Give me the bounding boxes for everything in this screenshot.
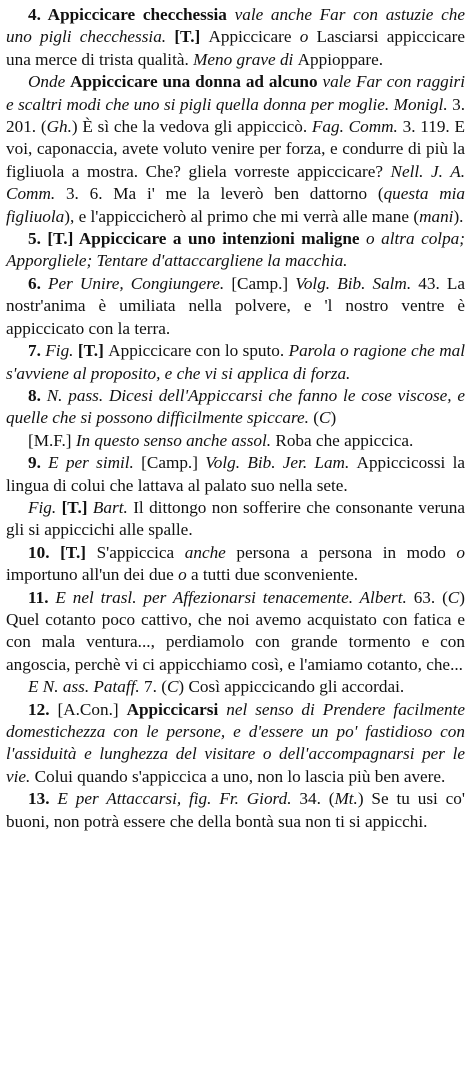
entry-text-run: Lasciarsi appiccicare una merce di trista qualità. — [6, 27, 465, 69]
entry-text-run: o altra colpa; Apporgliele; Tentare d'attaccargliene la macchia. — [6, 229, 465, 271]
entry-text-run: [Camp.] — [231, 273, 296, 293]
entry-text-run: 4. — [28, 5, 48, 24]
entry-list — [6, 4, 465, 833]
entry-text-run: E per simil. — [48, 453, 142, 473]
entry-text-run: Appiccicare con lo sputo. — [108, 341, 289, 361]
dictionary-entry — [6, 542, 465, 587]
entry-text-run: 34. ( — [299, 789, 335, 809]
entry-text-run: o — [456, 542, 465, 562]
entry-text-run: 12. — [28, 699, 58, 719]
entry-text-run: 7. — [28, 341, 46, 361]
dictionary-entry — [6, 71, 465, 228]
entry-text-run: Appiccicare una donna ad alcuno — [70, 72, 323, 92]
entry-text-run: 11. — [28, 587, 56, 607]
entry-text-run: questa mia figliuola — [6, 184, 465, 226]
dictionary-entry — [6, 587, 465, 677]
entry-text-run: 3. 119. E voi, caponaccia, avete voluto venire per forza, e condurre di più la figliuola a mostra. Che? gliela vorreste appiccicare? — [6, 117, 465, 181]
entry-text-run: ). — [453, 206, 464, 226]
entry-text-run: In questo senso anche assol. — [75, 430, 276, 450]
entry-text-run: ) È sì che la vedova gli appiccicò. — [71, 117, 312, 137]
entry-text-run: 43. La nostr'anima è umiliata nella polvere, e 'l nostro ventre è appiccicato con la terra. — [6, 273, 465, 338]
entry-text-run: Appiccicarsi — [126, 699, 227, 719]
entry-text-run: [A.Con.] — [57, 699, 127, 719]
entry-text-run: ) Così appiccicando gli accordai. — [178, 677, 405, 697]
entry-text-run: 5. [T.] Appiccicare a uno intenzioni maligne — [28, 229, 367, 249]
entry-text-run: C — [447, 587, 460, 607]
entry-text-run: persona a persona in modo — [236, 542, 457, 562]
dictionary-entry — [6, 273, 465, 340]
entry-text-run: mani — [419, 206, 454, 226]
dictionary-entry — [6, 430, 465, 452]
entry-text-run: E per Attaccarsi, fig. Fr. Giord. — [57, 789, 300, 809]
dictionary-entry — [6, 676, 465, 698]
entry-text-run: Volg. Bib. Salm. — [295, 273, 419, 293]
entry-text-run: ) Se tu usi co' buoni, non potrà essere che della bontà sua non ti si appicchi. — [6, 789, 465, 831]
entry-text-run: 3. 201. ( — [6, 94, 465, 137]
dictionary-entry — [6, 788, 465, 833]
entry-text-run: ), e l'appiccicherò al primo che mi verrà alle mane ( — [64, 206, 420, 226]
entry-text-run: Parola o ragione che mal s'avviene al proposito, e che vi si applica di forza. — [6, 341, 465, 383]
entry-text-run: 7. ( — [144, 677, 167, 697]
entry-text-run: S'appiccica — [96, 542, 185, 562]
entry-text-run: Bart. — [92, 497, 134, 517]
entry-text-run: Fig. — [28, 497, 62, 517]
dictionary-entry — [6, 452, 465, 497]
entry-text-run: Appiccicare — [208, 27, 300, 47]
entry-text-run: E nel trasl. per Affezionarsi tenacemente. Albert. — [55, 587, 414, 607]
dictionary-entry — [6, 699, 465, 789]
entry-text-run: Roba che appiccica. — [275, 430, 414, 450]
entry-text-run: 9. — [28, 453, 49, 473]
entry-text-run: Gh. — [46, 117, 72, 137]
entry-text-run: Il dittongo non sofferire che consonante veruna gli si appiccichi alle spalle. — [6, 497, 466, 540]
entry-text-run: Colui quando s'appiccica a uno, non lo lascia più ben avere. — [34, 766, 446, 786]
entry-text-run: [T.] — [174, 27, 209, 47]
entry-text-run: [T.] — [77, 341, 109, 361]
entry-text-run: o — [299, 27, 317, 47]
entry-text-run: Volg. Bib. Jer. Lam. — [205, 453, 357, 473]
entry-text-run: Fig. — [45, 341, 78, 361]
entry-text-run: ( — [313, 408, 319, 428]
entry-text-run: C — [166, 677, 179, 697]
entry-text-run: [T.] — [61, 497, 93, 517]
entry-text-run: 10. [T.] — [28, 542, 97, 562]
entry-text-run: a tutti due sconveniente. — [190, 565, 359, 585]
entry-text-run: [Camp.] — [141, 453, 206, 473]
entry-text-run: 3. 6. Ma i' me la leverò ben dattorno ( — [65, 184, 384, 204]
entry-text-run: ) — [330, 408, 337, 428]
entry-text-run: Fag. Comm. — [311, 117, 403, 137]
dictionary-entry — [6, 340, 465, 385]
entry-text-run: anche — [184, 542, 237, 562]
entry-text-run: importuno all'un dei due — [6, 565, 179, 585]
entry-text-run: [M.F.] — [28, 430, 76, 450]
entry-text-run: vale Far con raggiri e scaltri modi che uno si pigli quella donna per moglie. Monigl. — [6, 72, 465, 114]
entry-text-run: 6. — [28, 273, 48, 293]
entry-text-run: E N. ass. Pataff. — [28, 677, 145, 697]
entry-text-run: Appiccicare checchessia — [47, 5, 235, 24]
entry-text-run: Appioppare. — [297, 49, 384, 69]
entry-text-run: 63. ( — [413, 587, 448, 607]
entry-text-run: nel senso di Prendere facilmente domestichezza con le persone, e d'essere un po' fastidioso con l'assiduità e lunghezza del visitare o dell'accompagnarsi per le vie. — [6, 699, 466, 786]
entry-text-run: 13. — [28, 789, 58, 809]
entry-text-run: Nell. J. A. Comm. — [6, 161, 465, 204]
dictionary-entry — [6, 497, 465, 542]
entry-text-run: Appiccicossi la lingua di colui che lattava al palato suo nella sete. — [6, 453, 466, 495]
entry-text-run: C — [318, 408, 331, 428]
entry-text-run: Onde — [28, 72, 71, 92]
dictionary-entry — [6, 385, 465, 430]
entry-text-run: Meno grave di — [193, 49, 298, 69]
entry-text-run: vale anche Far con astuzie che uno pigli checchessia. — [6, 5, 465, 47]
entry-text-run: ) Quel cotanto poco cattivo, che noi avemo acquistato con fatica e con mala ventura..., perdiamolo con grande tormento e con angoscia, perchè vi ci appicchiamo così, e l'amiamo cotanto, che... — [6, 587, 465, 674]
entry-text-run: 8. — [28, 385, 47, 405]
entry-text-run: N. pass. Dicesi dell'Appiccarsi che fanno le cose viscose, e quelle che si possono difficilmente spiccare. — [6, 385, 466, 428]
dictionary-entry — [6, 4, 465, 71]
entry-text-run: o — [178, 565, 191, 585]
entry-text-run: Per Unire, Congiungere. — [48, 273, 232, 293]
dictionary-entry — [6, 228, 465, 273]
entry-text-run: Mt. — [334, 789, 358, 809]
